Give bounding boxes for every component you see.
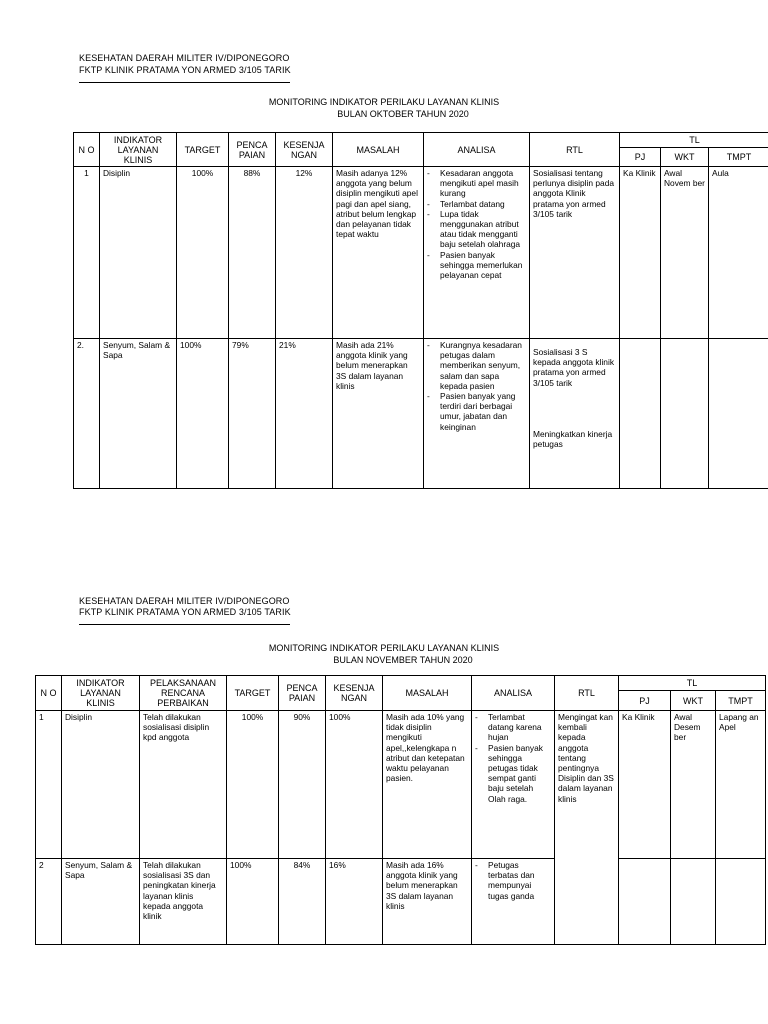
cell-masalah: Masih adanya 12% anggota yang belum disiplin mengikuti apel pagi dan apel siang, atribut belum lengkap dan pelayanan tidak tepat waktu	[333, 167, 424, 339]
cell-pj	[620, 339, 661, 489]
cell-target: 100%	[177, 167, 229, 339]
cell-wkt: Awal Desem ber	[671, 711, 716, 859]
cell-pencapaian: 84%	[279, 859, 326, 945]
cell-indikator: Senyum, Salam & Sapa	[62, 859, 140, 945]
analisa-item: - Lupa tidak menggunakan atribut atau tidak mengganti baju setelah olahraga	[427, 209, 526, 250]
col-wkt: WKT	[671, 691, 716, 711]
col-indikator: INDIKATOR LAYANAN KLINIS	[100, 133, 177, 167]
cell-kesenjangan: 16%	[326, 859, 383, 945]
cell-analisa	[472, 711, 555, 859]
analisa-item: - Pasien banyak sehingga petugas tidak sempat ganti baju setelah Olah raga.	[475, 743, 551, 804]
col-no: N O	[74, 133, 100, 167]
cell-pj: Ka Klinik	[619, 711, 671, 859]
col-no: N O	[36, 676, 62, 711]
cell-tmpt	[716, 859, 766, 945]
col-pelaksanaan: PELAKSANAAN RENCANA PERBAIKAN	[140, 676, 227, 711]
cell-analisa	[424, 339, 530, 489]
cell-wkt	[671, 859, 716, 945]
cell-pencapaian: 88%	[229, 167, 276, 339]
report2-subtitle: BULAN NOVEMBER TAHUN 2020	[333, 655, 473, 665]
cell-kesenjangan: 21%	[276, 339, 333, 489]
report1-subtitle: BULAN OKTOBER TAHUN 2020	[337, 109, 469, 119]
col-target: TARGET	[227, 676, 279, 711]
table-row	[74, 167, 768, 339]
col-rtl: RTL	[555, 676, 619, 711]
col-pj: PJ	[620, 148, 661, 167]
col-indikator: INDIKATOR LAYANAN KLINIS	[62, 676, 140, 711]
col-pencapaian: PENCA PAIAN	[229, 133, 276, 167]
header-line-2: FKTP KLINIK PRATAMA YON ARMED 3/105 TARIK	[79, 65, 291, 75]
cell-tmpt: Aula	[709, 167, 768, 339]
header2-line-1: KESEHATAN DAERAH MILITER IV/DIPONEGORO	[79, 596, 290, 606]
col-tl: TL	[619, 676, 766, 691]
col-kesenjangan: KESENJA NGAN	[326, 676, 383, 711]
header2-underline	[79, 624, 290, 625]
cell-pelaksanaan: Telah dilakukan sosialisasi disiplin kpd anggota	[140, 711, 227, 859]
col-pj: PJ	[619, 691, 671, 711]
cell-masalah: Masih ada 10% yang tidak disiplin mengikuti apel,,kelengkapa n atribut dan ketepatan waktu pelayanan pasien.	[383, 711, 472, 859]
table-row	[74, 339, 768, 489]
cell-rtl: Sosialisasi tentang perlunya disiplin pada anggota Klinik pratama yon armed 3/105 tarik	[530, 167, 620, 339]
report1-table	[73, 132, 768, 489]
col-analisa: ANALISA	[472, 676, 555, 711]
report2-table	[35, 675, 766, 945]
col-masalah: MASALAH	[333, 133, 424, 167]
rtl-text: Sosialisasi 3 S kepada anggota klinik pratama yon armed 3/105 tarik	[533, 347, 615, 388]
table-row	[36, 859, 766, 945]
cell-kesenjangan: 12%	[276, 167, 333, 339]
cell-masalah: Masih ada 16% anggota klinik yang belum menerapkan 3S dalam layanan klinis	[383, 859, 472, 945]
analisa-item: - Pasien banyak yang terdiri dari berbagai umur, jabatan dan keinginan	[427, 391, 526, 432]
analisa-item: - Terlambat datang	[427, 199, 526, 209]
cell-indikator: Disiplin	[100, 167, 177, 339]
cell-wkt: Awal Novem ber	[661, 167, 709, 339]
analisa-item: - Kesadaran anggota mengikuti apel masih kurang	[427, 168, 526, 199]
rtl-text-2: Meningkatkan kinerja petugas	[533, 428, 613, 450]
cell-tmpt: Lapang an Apel	[716, 711, 766, 859]
table-row	[36, 711, 766, 859]
cell-pelaksanaan: Telah dilakukan sosialisasi 3S dan peningkatan kinerja layanan klinis kepada anggota klinik	[140, 859, 227, 945]
cell-tmpt	[709, 339, 768, 489]
cell-no: 2	[36, 859, 62, 945]
col-tmpt: TMPT	[716, 691, 766, 711]
header2-line-2: FKTP KLINIK PRATAMA YON ARMED 3/105 TARIK	[79, 607, 291, 617]
col-wkt: WKT	[661, 148, 709, 167]
col-pencapaian: PENCA PAIAN	[279, 676, 326, 711]
col-kesenjangan: KESENJA NGAN	[276, 133, 333, 167]
cell-target: 100%	[227, 711, 279, 859]
cell-pj	[619, 859, 671, 945]
cell-wkt	[661, 339, 709, 489]
cell-pencapaian: 79%	[229, 339, 276, 489]
report1-title: MONITORING INDIKATOR PERILAKU LAYANAN KLINIS	[268, 97, 500, 107]
header-underline	[79, 82, 290, 83]
col-target: TARGET	[177, 133, 229, 167]
cell-masalah: Masih ada 21% anggota klinik yang belum menerapkan 3S dalam layanan klinis	[333, 339, 424, 489]
cell-rtl: Mengingat kan kembali kepada anggota tentang pentingnya Disiplin dan 3S dalam layanan klinis	[555, 711, 619, 859]
col-tl: TL	[620, 133, 768, 148]
cell-no: 2.	[74, 339, 100, 489]
cell-rtl	[530, 339, 620, 489]
analisa-item: - Terlambat datang karena hujan	[475, 712, 551, 743]
header-line-1: KESEHATAN DAERAH MILITER IV/DIPONEGORO	[79, 53, 290, 63]
analisa-item: - Pasien banyak sehingga memerlukan pelayanan cepat	[427, 250, 526, 281]
col-masalah: MASALAH	[383, 676, 472, 711]
cell-analisa	[424, 167, 530, 339]
cell-rtl	[555, 859, 619, 945]
col-analisa: ANALISA	[424, 133, 530, 167]
cell-analisa	[472, 859, 555, 945]
cell-indikator: Disiplin	[62, 711, 140, 859]
cell-pj: Ka Klinik	[620, 167, 661, 339]
col-rtl: RTL	[530, 133, 620, 167]
cell-pencapaian: 90%	[279, 711, 326, 859]
cell-no: 1	[74, 167, 100, 339]
cell-no: 1	[36, 711, 62, 859]
report2-title: MONITORING INDIKATOR PERILAKU LAYANAN KLINIS	[268, 643, 500, 653]
cell-target: 100%	[227, 859, 279, 945]
analisa-item: - Petugas terbatas dan mempunyai tugas ganda	[475, 860, 551, 901]
col-tmpt: TMPT	[709, 148, 768, 167]
cell-kesenjangan: 100%	[326, 711, 383, 859]
analisa-item: - Kurangnya kesadaran petugas dalam memberikan senyum, salam dan sapa kepada pasien	[427, 340, 526, 391]
cell-indikator: Senyum, Salam & Sapa	[100, 339, 177, 489]
cell-target: 100%	[177, 339, 229, 489]
